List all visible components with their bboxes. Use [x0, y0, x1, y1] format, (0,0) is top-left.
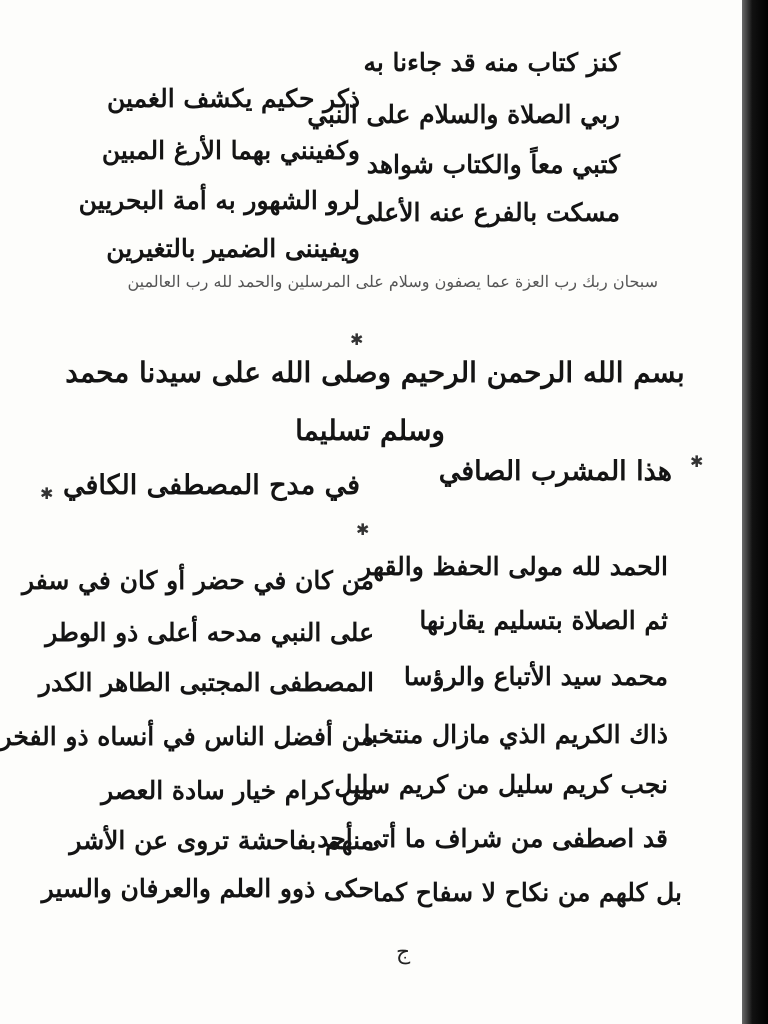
title-right: هذا المشرب الصافي [438, 456, 672, 487]
page-edge-shadow [742, 0, 768, 1024]
poem-verse-1-left: من كان في حضر أو كان في سفر [21, 566, 374, 595]
prev-verse-2-right: ربي الصلاة والسلام على النبي [307, 100, 620, 129]
basmala-line-2: وسلم تسليما [295, 414, 445, 447]
poem-verse-4-left: من أفضل الناس في أنساه ذو الفخر [0, 722, 374, 751]
star-ornament-3: ✱ [40, 484, 54, 503]
prev-verse-4-right: مسكت بالفرع عنه الأعلى [355, 198, 620, 227]
prev-verse-4-left: ويفيننى الضمير بالتغيرين [106, 234, 360, 263]
prev-verse-3-left: لرو الشهور به أمة البحريين [78, 186, 360, 215]
poem-verse-7-right: بل كلهم من نكاح لا سفاح كما [373, 878, 682, 907]
basmala-line-1: بسم الله الرحمن الرحيم وصلى الله على سيدنا محمد [65, 356, 685, 389]
prev-verse-1-right: كنز كتاب منه قد جاءنا به [363, 48, 620, 77]
prev-verse-1-left: ذكر حكيم يكشف الغمين [107, 84, 360, 113]
poem-verse-1-right: الحمد لله مولى الحفظ والقهر [359, 552, 668, 581]
closing-line: سبحان ربك رب العزة عما يصفون وسلام على المرسلين والحمد لله رب العالمين [127, 272, 658, 291]
poem-verse-2-left: على النبي مدحه أعلى ذو الوطر [45, 618, 374, 647]
page-catchword: ج [396, 940, 411, 965]
poem-verse-5-left: من كرام خيار سادة العصر [101, 776, 374, 805]
prev-verse-2-left: وكفينني بهما الأرغ المبين [101, 136, 360, 165]
poem-verse-6-right: قد اصطفى من شراف ما أتى أحد [317, 824, 668, 853]
poem-verse-5-right: نجب كريم سليل من كريم سليل [334, 770, 668, 799]
prev-verse-3-right: كتبي معاً والكتاب شواهد [366, 150, 620, 179]
star-ornament-1: ✱ [350, 330, 364, 349]
title-left: في مدح المصطفى الكافي [62, 470, 360, 501]
poem-verse-3-right: محمد سيد الأتباع والرؤسا [403, 662, 668, 691]
star-ornament-2: ✱ [690, 452, 704, 471]
poem-verse-4-right: ذاك الكريم الذي مازال منتخبا [363, 720, 668, 749]
star-ornament-4: ✱ [356, 520, 370, 539]
poem-verse-3-left: المصطفى المجتبى الطاهر الكدر [38, 668, 374, 697]
poem-verse-2-right: ثم الصلاة بتسليم يقارنها [419, 606, 668, 635]
poem-verse-6-left: منهم بفاحشة تروى عن الأشر [69, 826, 374, 855]
poem-verse-7-left: حكى ذوو العلم والعرفان والسير [41, 874, 374, 903]
